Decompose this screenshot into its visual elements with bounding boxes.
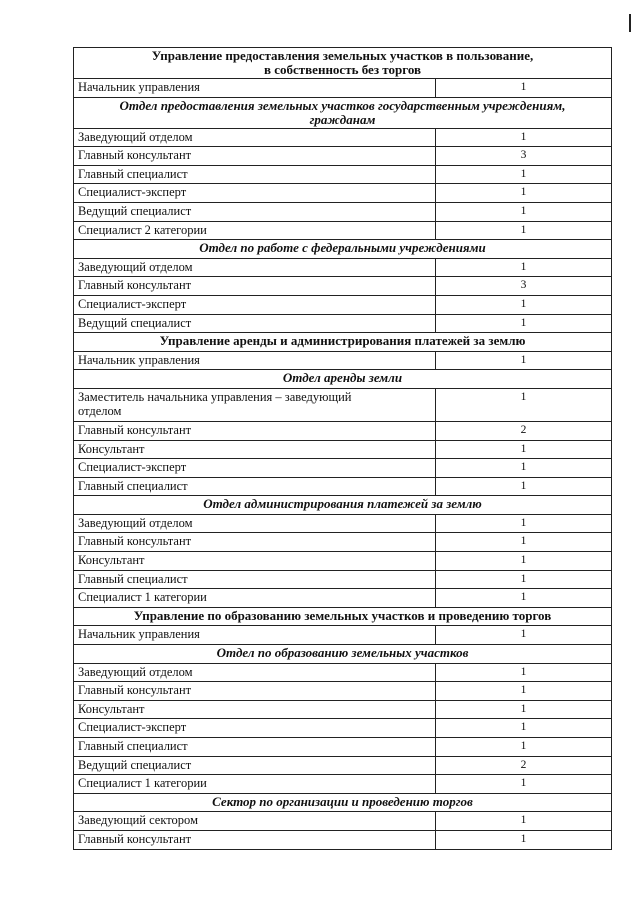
table-row	[74, 147, 612, 166]
position-cell: Специалист 1 категории	[74, 589, 436, 608]
position-cell: Заведующий сектором	[74, 812, 436, 831]
staff-table	[73, 47, 612, 850]
staff-table-body	[74, 48, 612, 850]
position-cell: Ведущий специалист	[74, 202, 436, 221]
count-cell: 1	[436, 589, 612, 608]
table-row	[74, 314, 612, 333]
count-cell: 2	[436, 756, 612, 775]
count-cell: 1	[436, 812, 612, 831]
section-title: Отдел по работе с федеральными учреждениями	[74, 240, 612, 259]
page-edge-mark	[629, 14, 631, 32]
section-title: Отдел аренды земли	[74, 370, 612, 389]
count-cell: 1	[436, 388, 612, 421]
section-title: Сектор по организации и проведению торгов	[74, 793, 612, 812]
section-header-row	[74, 97, 612, 128]
position-cell: Главный специалист	[74, 165, 436, 184]
position-cell: Заведующий отделом	[74, 663, 436, 682]
table-row	[74, 682, 612, 701]
count-cell: 1	[436, 221, 612, 240]
count-cell: 1	[436, 314, 612, 333]
department-header-row	[74, 333, 612, 352]
section-title: Отдел администрирования платежей за землю	[74, 496, 612, 515]
section-title: Отдел по образованию земельных участков	[74, 645, 612, 664]
table-row	[74, 663, 612, 682]
position-cell: Специалист-эксперт	[74, 719, 436, 738]
table-row	[74, 202, 612, 221]
count-cell: 3	[436, 147, 612, 166]
count-cell: 1	[436, 830, 612, 849]
count-cell: 1	[436, 79, 612, 98]
table-row	[74, 295, 612, 314]
count-cell: 1	[436, 626, 612, 645]
section-header-row	[74, 645, 612, 664]
table-row	[74, 514, 612, 533]
count-cell: 1	[436, 514, 612, 533]
position-cell: Ведущий специалист	[74, 756, 436, 775]
count-cell: 1	[436, 459, 612, 478]
table-row	[74, 351, 612, 370]
position-cell: Главный консультант	[74, 533, 436, 552]
position-cell: Главный специалист	[74, 570, 436, 589]
count-cell: 1	[436, 663, 612, 682]
position-cell: Консультант	[74, 552, 436, 571]
position-cell: Главный специалист	[74, 738, 436, 757]
table-row	[74, 700, 612, 719]
table-row	[74, 626, 612, 645]
position-cell: Начальник управления	[74, 351, 436, 370]
department-header-row	[74, 48, 612, 79]
table-row	[74, 388, 612, 421]
position-cell: Консультант	[74, 440, 436, 459]
position-cell: Начальник управления	[74, 79, 436, 98]
position-cell: Заведующий отделом	[74, 258, 436, 277]
position-cell: Главный консультант	[74, 421, 436, 440]
position-cell: Специалист 1 категории	[74, 775, 436, 794]
table-row	[74, 79, 612, 98]
position-cell: Специалист 2 категории	[74, 221, 436, 240]
section-header-row	[74, 793, 612, 812]
position-cell: Заведующий отделом	[74, 514, 436, 533]
table-row	[74, 128, 612, 147]
position-cell: Заместитель начальника управления – заведующий отделом	[74, 388, 436, 421]
table-row	[74, 477, 612, 496]
table-row	[74, 277, 612, 296]
table-row	[74, 258, 612, 277]
table-row	[74, 738, 612, 757]
position-cell: Начальник управления	[74, 626, 436, 645]
count-cell: 1	[436, 533, 612, 552]
count-cell: 1	[436, 700, 612, 719]
position-cell: Специалист-эксперт	[74, 184, 436, 203]
table-row	[74, 719, 612, 738]
position-cell: Главный консультант	[74, 682, 436, 701]
section-header-row	[74, 496, 612, 515]
position-cell: Специалист-эксперт	[74, 459, 436, 478]
count-cell: 1	[436, 202, 612, 221]
section-header-row	[74, 370, 612, 389]
table-row	[74, 421, 612, 440]
position-cell: Консультант	[74, 700, 436, 719]
department-title: Управление по образованию земельных участков и проведению торгов	[74, 607, 612, 626]
table-row	[74, 552, 612, 571]
count-cell: 1	[436, 570, 612, 589]
position-cell: Специалист-эксперт	[74, 295, 436, 314]
table-row	[74, 589, 612, 608]
section-header-row	[74, 240, 612, 259]
count-cell: 1	[436, 351, 612, 370]
table-row	[74, 165, 612, 184]
table-row	[74, 775, 612, 794]
count-cell: 1	[436, 165, 612, 184]
section-title: Отдел предоставления земельных участков государственным учреждениям, гражданам	[74, 97, 612, 128]
position-cell: Главный специалист	[74, 477, 436, 496]
count-cell: 1	[436, 775, 612, 794]
table-row	[74, 570, 612, 589]
position-cell: Главный консультант	[74, 830, 436, 849]
count-cell: 1	[436, 258, 612, 277]
position-cell: Главный консультант	[74, 147, 436, 166]
position-cell: Ведущий специалист	[74, 314, 436, 333]
table-row	[74, 533, 612, 552]
table-row	[74, 440, 612, 459]
count-cell: 1	[436, 552, 612, 571]
count-cell: 1	[436, 719, 612, 738]
table-row	[74, 756, 612, 775]
count-cell: 1	[436, 128, 612, 147]
table-row	[74, 184, 612, 203]
table-row	[74, 221, 612, 240]
position-cell: Главный консультант	[74, 277, 436, 296]
count-cell: 1	[436, 738, 612, 757]
department-title: Управление предоставления земельных участков в пользование, в собственность без торгов	[74, 48, 612, 79]
table-row	[74, 812, 612, 831]
department-title: Управление аренды и администрирования платежей за землю	[74, 333, 612, 352]
count-cell: 1	[436, 295, 612, 314]
count-cell: 1	[436, 440, 612, 459]
department-header-row	[74, 607, 612, 626]
count-cell: 1	[436, 682, 612, 701]
count-cell: 2	[436, 421, 612, 440]
count-cell: 1	[436, 477, 612, 496]
count-cell: 1	[436, 184, 612, 203]
count-cell: 3	[436, 277, 612, 296]
table-row	[74, 830, 612, 849]
table-row	[74, 459, 612, 478]
position-cell: Заведующий отделом	[74, 128, 436, 147]
